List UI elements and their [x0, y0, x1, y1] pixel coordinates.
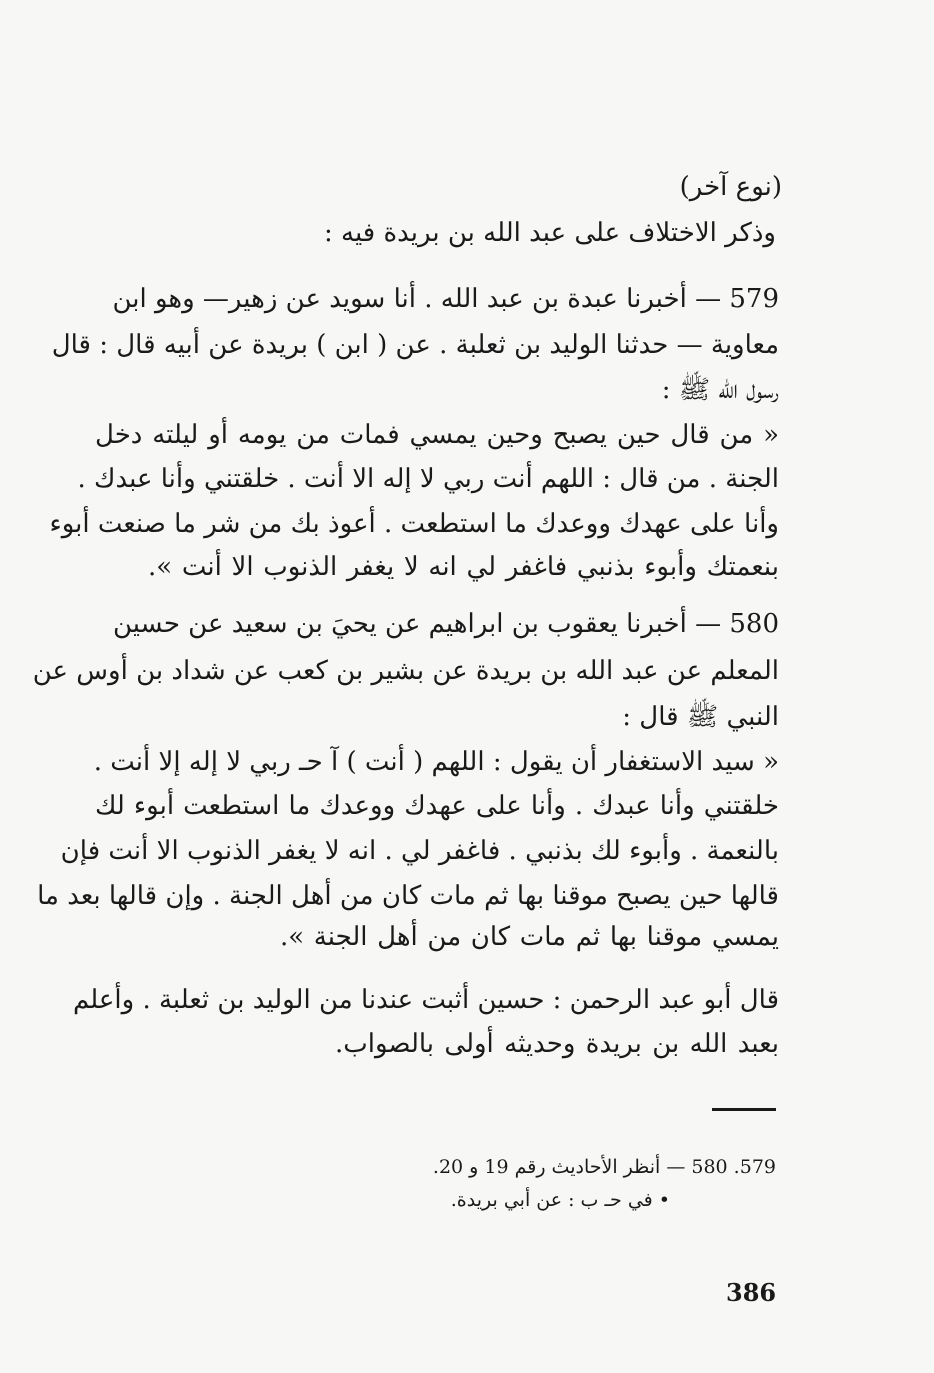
- hadith-580-line-1: [95, 604, 779, 644]
- hadith-580-line-3: النبي ﷺ قال :: [622, 702, 779, 732]
- hadith-579-line-1: [95, 279, 779, 319]
- section-subtitle: وذكر الاختلاف على عبد الله بن بريدة فيه :: [324, 218, 776, 248]
- hadith-580-line-2: المعلم عن عبد الله بن بريدة عن بشير بن كعب عن شداد بن أوس عن: [32, 656, 779, 686]
- page-number: 386: [726, 1278, 777, 1307]
- hadith-579-line-4: « من قال حين يصبح وحين يمسي فمات من يومه أو ليلته دخل: [95, 420, 779, 450]
- hadith-580-line-5: خلقتني وأنا عبدك . وأنا على عهدك ووعدك ما استطعت أبوء لك: [95, 791, 779, 821]
- footnote-separator: [712, 1108, 776, 1111]
- hadith-580-number: 580: [729, 609, 779, 639]
- hadith-579-line-7: بنعمتك وأبوء بذنبي فاغفر لي انه لا يغفر الذنوب الا أنت ».: [148, 552, 779, 582]
- hadith-580-line-4: « سيد الاستغفار أن يقول : اللهم ( أنت ) آ حـ ربي لا إله إلا أنت .: [93, 747, 779, 777]
- footnote-2: • في حـ ب : عن أبي بريدة.: [450, 1189, 670, 1211]
- hadith-579-line-3: رسول الله ﷺ :: [661, 375, 779, 405]
- hadith-579-text-1: — أخبرنا عبدة بن عبد الله . أنا سويد عن زهير— وهو ابن: [112, 284, 722, 314]
- hadith-579-line-6: وأنا على عهدك ووعدك ما استطعت . أعوذ بك من شر ما صنعت أبوء: [49, 509, 779, 539]
- hadith-580-line-8: يمسي موقنا بها ثم مات كان من أهل الجنة ».: [280, 922, 779, 952]
- hadith-580-text-1: — أخبرنا يعقوب بن ابراهيم عن يحيَ بن سعيد عن حسين: [112, 609, 722, 639]
- closing-line-2: بعبد الله بن بريدة وحديثه أولى بالصواب.: [335, 1029, 779, 1059]
- hadith-579-line-2: معاوية — حدثنا الوليد بن ثعلبة . عن ( ابن ) بريدة عن أبيه قال : قال: [51, 330, 779, 360]
- hadith-580-line-6: بالنعمة . وأبوء لك بذنبي . فاغفر لي . انه لا يغفر الذنوب الا أنت فإن: [60, 836, 779, 866]
- hadith-579-line-5: الجنة . من قال : اللهم أنت ربي لا إله الا أنت . خلقتني وأنا عبدك .: [77, 464, 779, 494]
- hadith-580-line-7: قالها حين يصبح موقنا بها ثم مات كان من أهل الجنة . وإن قالها بعد ما: [37, 881, 779, 911]
- footnote-1: 579. 580 — أنظر الأحاديث رقم 19 و 20.: [432, 1156, 776, 1178]
- closing-line-1: قال أبو عبد الرحمن : حسين أثبت عندنا من الوليد بن ثعلبة . وأعلم: [72, 985, 779, 1015]
- section-type: (نوع آخر): [679, 172, 782, 202]
- hadith-579-number: 579: [729, 284, 779, 314]
